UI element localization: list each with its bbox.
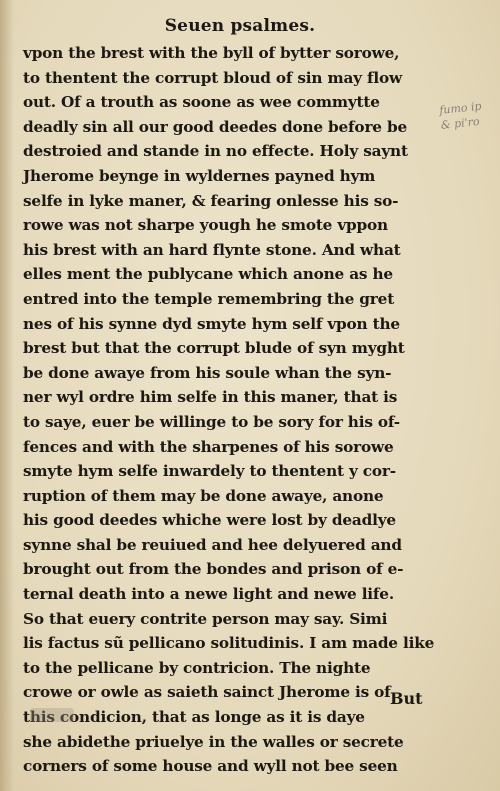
text-line: vpon the brest with the byll of bytter sorowe, (23, 44, 400, 62)
marginalia-scribble-2: & pi'ro (440, 114, 481, 132)
text-line: entred into the temple remembring the gret (23, 289, 395, 308)
text-line: rowe was not sharpe yough he smote vppon (23, 216, 388, 235)
text-line: his good deedes whiche were lost by deadlye (23, 511, 396, 530)
running-head: Seuen psalmes. (164, 16, 316, 36)
text-line: destroied and stande in no effecte. Holy saynt (23, 142, 408, 161)
text-line: fences and with the sharpenes of his sorowe (23, 437, 394, 456)
text-line: out. Of a trouth as soone as wee commytte (23, 93, 380, 112)
faint-stamp-mark (30, 708, 74, 722)
text-line: nes of his synne dyd smyte hym self vpon the (23, 314, 400, 333)
marginalia-scribble-1: fumo ip (438, 99, 483, 117)
text-line: ternal death into a newe light and newe life. (23, 585, 394, 604)
text-line: to thentent the corrupt bloud of sin may flow (23, 68, 402, 87)
text-line: she abidethe priuelye in the walles or secrete (23, 732, 404, 751)
text-line: to the pellicane by contricion. The nighte (23, 658, 371, 677)
text-line: be done awaye from his soule whan the syn- (23, 363, 392, 382)
text-line: brought out from the bondes and prison of e- (23, 560, 404, 579)
text-line: brest but that the corrupt blude of syn myght (23, 339, 405, 358)
text-line: corners of some house and wyll not bee seen (23, 757, 398, 776)
text-line: his brest with an hard flynte stone. And what (23, 240, 401, 259)
catchword: But (390, 689, 423, 708)
text-line: Jherome beynge in wyldernes payned hym (23, 166, 376, 185)
handwritten-marginalia (439, 97, 498, 133)
text-line: ruption of them may be done awaye, anone (23, 486, 384, 505)
text-line: ner wyl ordre him selfe in this maner, that is (23, 388, 398, 407)
text-line: lis factus sũ pellicano solitudinis. I am made like (23, 634, 435, 653)
text-line: this condicion, that as longe as it is daye (23, 708, 365, 727)
text-line: synne shal be reuiued and hee delyuered and (23, 535, 402, 554)
text-line: selfe in lyke maner, & fearing onlesse his so- (23, 191, 399, 210)
text-line: deadly sin all our good deedes done before be (23, 117, 407, 136)
body-text (23, 41, 435, 779)
text-line: smyte hym selfe inwardely to thentent y cor- (23, 462, 396, 481)
text-line: So that euery contrite person may say. Simi (23, 609, 388, 628)
text-line: elles ment the publycane which anone as he (23, 265, 393, 284)
text-line: crowe or owle as saieth sainct Jherome is of (23, 683, 391, 702)
text-line: to saye, euer be willinge to be sory for his of- (23, 412, 400, 431)
page-gutter-shadow (0, 0, 14, 791)
